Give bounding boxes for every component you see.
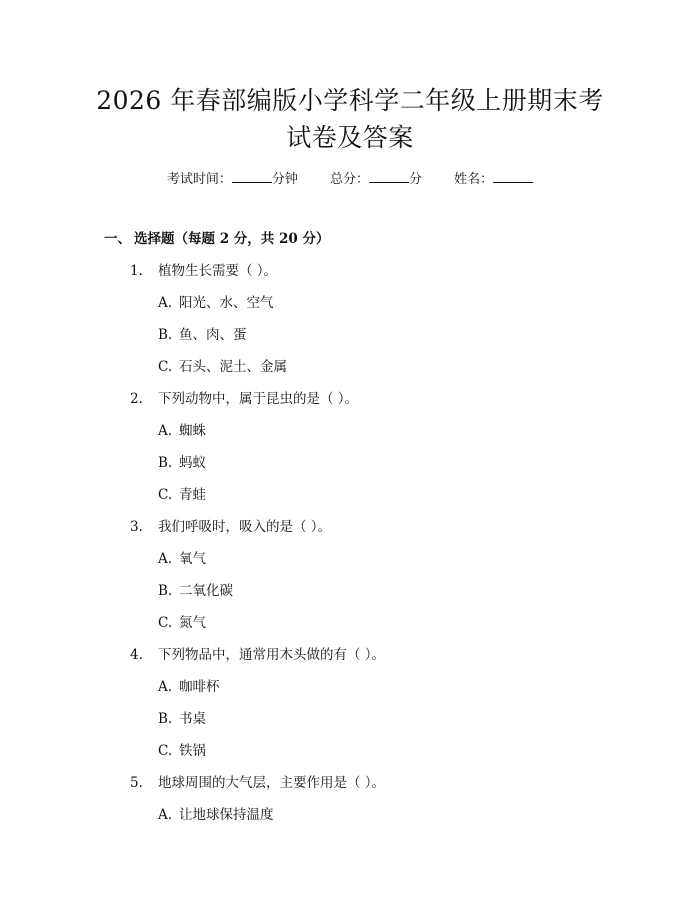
question-text: 地球周围的大气层，主要作用是（ ）。 <box>158 775 386 791</box>
option-letter: B. <box>158 327 173 343</box>
exam-info-row <box>0 168 700 190</box>
question-4-option-a <box>158 677 220 697</box>
question-4 <box>130 645 385 665</box>
option-letter: C. <box>158 359 173 375</box>
option-text: 铁锅 <box>179 743 206 759</box>
question-number: 4. <box>130 647 143 663</box>
question-number: 3. <box>130 519 143 535</box>
student-name-blank <box>493 168 533 183</box>
total-score-label: 总分： <box>329 172 369 187</box>
question-2-option-b <box>158 453 206 473</box>
option-letter: B. <box>158 583 173 599</box>
question-4-option-b <box>158 709 206 729</box>
total-score-unit: 分 <box>409 172 423 187</box>
exam-time-blank <box>232 168 272 183</box>
option-text: 蜘蛛 <box>179 423 206 439</box>
option-letter: B. <box>158 711 173 727</box>
option-letter: C. <box>158 487 173 503</box>
question-3-option-c <box>158 613 206 633</box>
student-name-field <box>454 168 533 190</box>
option-letter: A. <box>158 551 173 567</box>
option-text: 石头、泥土、金属 <box>179 359 287 375</box>
question-text: 植物生长需要（ ）。 <box>158 263 278 279</box>
option-letter: A. <box>158 423 173 439</box>
question-text: 下列动物中，属于昆虫的是（ ）。 <box>158 391 359 407</box>
section-heading <box>104 229 329 249</box>
section-number: 一、 <box>104 231 131 247</box>
question-3 <box>130 517 331 537</box>
question-3-option-a <box>158 549 206 569</box>
question-number: 5. <box>130 775 143 791</box>
option-text: 书桌 <box>179 711 206 727</box>
question-3-option-b <box>158 581 233 601</box>
question-4-option-c <box>158 741 206 761</box>
option-text: 咖啡杯 <box>179 679 220 695</box>
question-5 <box>130 773 385 793</box>
question-2 <box>130 389 358 409</box>
question-1 <box>130 261 277 281</box>
option-letter: A. <box>158 679 173 695</box>
option-text: 蚂蚁 <box>179 455 206 471</box>
question-text: 下列物品中，通常用木头做的有（ ）。 <box>158 647 386 663</box>
student-name-label: 姓名： <box>454 172 494 187</box>
option-letter: A. <box>158 295 173 311</box>
exam-time-field <box>167 168 298 190</box>
option-text: 氧气 <box>179 551 206 567</box>
option-letter: B. <box>158 455 173 471</box>
question-1-option-a <box>158 293 274 313</box>
total-score-field <box>330 168 422 190</box>
option-letter: C. <box>158 743 173 759</box>
section-title: 选择题（每题 2 分，共 20 分） <box>134 231 330 247</box>
exam-time-label: 考试时间： <box>166 172 232 187</box>
option-text: 让地球保持温度 <box>179 807 274 823</box>
question-2-option-a <box>158 421 206 441</box>
option-text: 二氧化碳 <box>179 583 233 599</box>
option-text: 氮气 <box>179 615 206 631</box>
question-5-option-a <box>158 805 274 825</box>
question-number: 2. <box>130 391 143 407</box>
total-score-blank <box>369 168 409 183</box>
question-1-option-b <box>158 325 247 345</box>
exam-time-unit: 分钟 <box>271 172 298 187</box>
question-1-option-c <box>158 357 287 377</box>
option-letter: C. <box>158 615 173 631</box>
question-number: 1. <box>130 263 143 279</box>
option-text: 青蛙 <box>179 487 206 503</box>
page-title-line-1: 2026 年春部编版小学科学二年级上册期末考 <box>96 86 604 115</box>
option-letter: A. <box>158 807 173 823</box>
question-2-option-c <box>158 485 206 505</box>
question-text: 我们呼吸时，吸入的是（ ）。 <box>158 519 332 535</box>
option-text: 鱼、肉、蛋 <box>179 327 247 343</box>
option-text: 阳光、水、空气 <box>179 295 274 311</box>
page-title-line-2: 试卷及答案 <box>286 123 414 152</box>
